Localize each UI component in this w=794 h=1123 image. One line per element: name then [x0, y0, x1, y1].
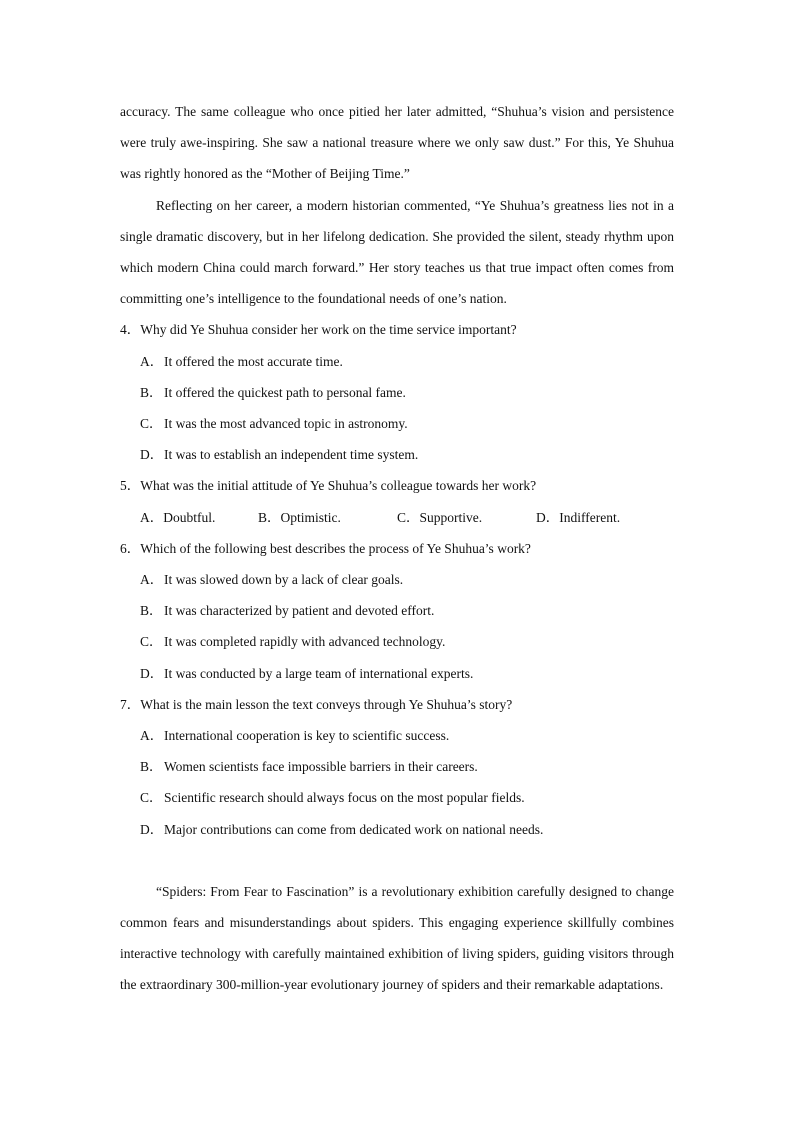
option-text: International cooperation is key to scientific success. [164, 728, 450, 744]
option-letter: D． [140, 821, 164, 837]
option-d [120, 439, 674, 470]
option-d [120, 658, 674, 689]
option-letter: A． [140, 572, 164, 588]
option-b [120, 377, 674, 408]
option-letter: C． [140, 416, 163, 432]
passage-paragraph-2: Reflecting on her career, a modern historian commented, “Ye Shuhua’s greatness lies not in a single dramatic discovery, but in her lifelong dedication. She provided the silent, steady rhythm upon which modern China could march forward.” Her story teaches us that true impact often comes from committing one’s intelligence to the foundational needs of one’s nation. [120, 197, 674, 307]
option-d [536, 502, 636, 533]
option-text: Optimistic. [280, 509, 341, 525]
option-letter: B． [140, 384, 163, 400]
option-text: It was to establish an independent time system. [164, 447, 419, 463]
option-letter: A． [140, 353, 164, 369]
option-text: Supportive. [419, 509, 483, 525]
spider-exhibition-paragraph: “Spiders: From Fear to Fascination” is a revolutionary exhibition carefully designed to change common fears and misunderstandings about spiders. This engaging experience skillfully combines interactive technology with carefully maintained exhibition of living spiders, guiding visitors through the extraordinary 300-million-year evolutionary journey of spiders and their remarkable adaptations. [120, 883, 674, 993]
section-gap [120, 845, 674, 876]
question-number: 6． [120, 540, 141, 556]
question-5 [120, 470, 674, 532]
option-c [397, 502, 536, 533]
option-text: Women scientists face impossible barriers in their careers. [164, 759, 478, 775]
option-letter: A． [140, 509, 164, 525]
question-number: 7． [120, 696, 141, 712]
option-letter: D． [536, 509, 560, 525]
option-letter: C． [397, 509, 420, 525]
option-text: It offered the most accurate time. [164, 353, 343, 369]
option-c [120, 408, 674, 439]
question-number: 4． [120, 322, 141, 338]
option-text: It was conducted by a large team of international experts. [164, 665, 474, 681]
option-text: It was the most advanced topic in astronomy. [164, 416, 408, 432]
option-a [140, 502, 258, 533]
question-6 [120, 533, 674, 689]
question-stem [120, 314, 674, 345]
option-a [120, 564, 674, 595]
option-d [120, 814, 674, 845]
option-b [120, 751, 674, 782]
question-text: Which of the following best describes the process of Ye Shuhua’s work? [140, 540, 531, 556]
option-text: It was characterized by patient and devoted effort. [164, 603, 435, 619]
option-a [120, 720, 674, 751]
option-letter: C． [140, 634, 163, 650]
question-stem [120, 470, 674, 501]
option-text: Doubtful. [163, 509, 216, 525]
option-c [120, 782, 674, 813]
question-text: What was the initial attitude of Ye Shuhua’s colleague towards her work? [140, 478, 537, 494]
option-c [120, 626, 674, 657]
question-text: What is the main lesson the text conveys through Ye Shuhua’s story? [140, 696, 513, 712]
option-letter: D． [140, 447, 164, 463]
question-text: Why did Ye Shuhua consider her work on the time service important? [140, 322, 517, 338]
option-text: It was completed rapidly with advanced technology. [164, 634, 446, 650]
question-7 [120, 689, 674, 845]
option-b [120, 595, 674, 626]
option-letter: C． [140, 790, 163, 806]
option-letter: B． [258, 509, 281, 525]
option-text: Scientific research should always focus on the most popular fields. [164, 790, 525, 806]
option-letter: B． [140, 603, 163, 619]
option-a [120, 346, 674, 377]
option-text: Major contributions can come from dedicated work on national needs. [164, 821, 544, 837]
option-letter: A． [140, 728, 164, 744]
document-page [120, 96, 674, 1001]
inline-options [120, 502, 674, 533]
question-stem [120, 533, 674, 564]
passage-paragraph-1: accuracy. The same colleague who once pitied her later admitted, “Shuhua’s vision and persistence were truly awe-inspiring. She saw a national treasure where we only saw dust.” For this, Ye Shuhua was rightly honored as the “Mother of Beijing Time.” [120, 104, 674, 182]
option-text: Indifferent. [559, 509, 621, 525]
option-letter: D． [140, 665, 164, 681]
question-stem [120, 689, 674, 720]
option-b [258, 502, 397, 533]
option-text: It offered the quickest path to personal fame. [164, 384, 406, 400]
question-number: 5． [120, 478, 141, 494]
question-4 [120, 314, 674, 470]
option-letter: B． [140, 759, 163, 775]
option-text: It was slowed down by a lack of clear goals. [164, 572, 404, 588]
